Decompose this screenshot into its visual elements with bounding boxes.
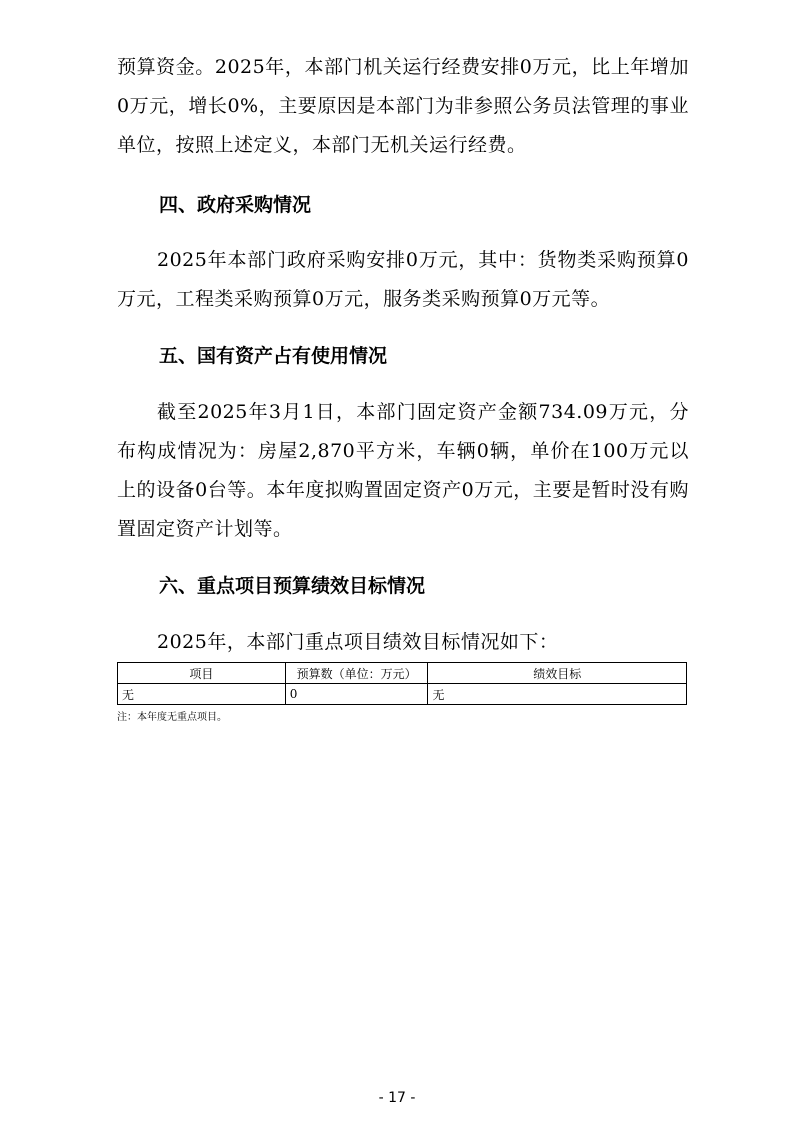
heading-state-assets: 五、国有资产占有使用情况 [159, 345, 388, 367]
paragraph-government-procurement: 2025年本部门政府采购安排0万元，其中：货物类采购预算0万元，工程类采购预算0万元，服务类采购预算0万元等。 [117, 249, 689, 310]
paragraph-state-assets: 截至2025年3月1日，本部门固定资产金额734.09万元，分布构成情况为：房屋2,870平方米，车辆0辆，单价在100万元以上的设备0台等。本年度拟购置固定资产0万元，主要是暂时没有购置固定资产计划等。 [117, 401, 689, 540]
cell-budget: 0 [285, 684, 428, 705]
heading-performance-targets: 六、重点项目预算绩效目标情况 [159, 575, 426, 597]
paragraph-performance-intro: 2025年，本部门重点项目绩效目标情况如下： [157, 631, 559, 653]
paragraph-operating-expenses: 预算资金。2025年，本部门机关运行经费安排0万元，比上年增加0万元，增长0%，主要原因是本部门为非参照公务员法管理的事业单位，按照上述定义，本部门无机关运行经费。 [117, 56, 689, 156]
cell-performance-target: 无 [428, 684, 687, 705]
heading-government-procurement: 四、政府采购情况 [159, 194, 312, 216]
cell-project: 无 [118, 684, 286, 705]
table-header-row [118, 663, 687, 684]
header-performance-target: 绩效目标 [428, 663, 687, 684]
header-budget: 预算数（单位：万元） [285, 663, 428, 684]
table-row [118, 684, 687, 705]
performance-targets-table [117, 662, 687, 705]
page-number: - 17 - [378, 1090, 416, 1106]
table-note: 注：本年度无重点项目。 [117, 712, 227, 723]
header-project: 项目 [118, 663, 286, 684]
